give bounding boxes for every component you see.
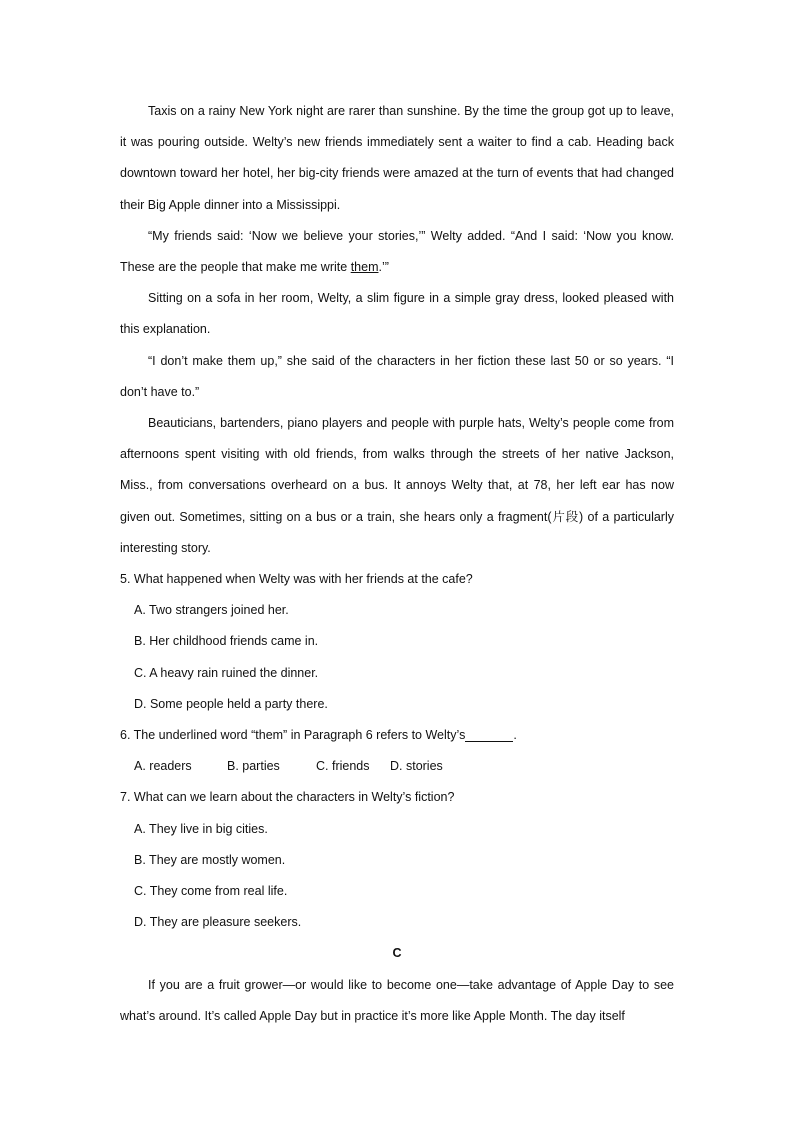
question-6-text: 6. The underlined word “them” in Paragraph 6 refers to Welty’s [120,728,466,743]
question-6-options [120,751,674,782]
question-6-option-b: B. parties [227,759,280,774]
paragraph-sitting: Sitting on a sofa in her room, Welty, a slim figure in a simple gray dress, looked pleased with this explanation. [120,291,674,337]
underlined-word: them [350,260,379,275]
question-7-option-c: C. They come from real life. [134,884,288,899]
answer-blank [465,729,513,743]
question-7-option-a: A. They live in big cities. [134,821,268,836]
section-heading-c: C [392,946,402,961]
question-6-option-c: C. friends [316,759,370,774]
question-7-option-b: B. They are mostly women. [134,852,286,867]
question-5-option-d: D. Some people held a party there. [134,696,328,711]
question-6-option-a: A. readers [134,759,192,774]
question-6-period: . [513,728,517,743]
question-5-option-c: C. A heavy rain ruined the dinner. [134,665,319,680]
document-page [120,96,674,1032]
paragraph-text: “My friends said: ‘Now we believe your stories,’” Welty added. “And I said: ‘Now you know. These are the people that make me write [120,228,674,275]
question-5-stem: 5. What happened when Welty was with her friends at the cafe? [120,572,473,587]
paragraph-dont-make: “I don’t make them up,” she said of the characters in her fiction these last 50 or so years. “I don’t have to.” [120,353,674,399]
question-7-option-d: D. They are pleasure seekers. [134,915,302,930]
question-6-option-d: D. stories [390,759,443,774]
paragraph-beauticians: Beauticians, bartenders, piano players and people with purple hats, Welty’s people come from afternoons spent visiting with old friends, from walks through the streets of her native Jackson, Miss., from conversations overheard on a bus. It annoys Welty that, at 78, her left ear has now given out. Sometimes, sitting on a bus or a train, she hears only a fragment(片段) of a particularly interesting story. [120,416,674,555]
question-6-stem [120,720,674,751]
question-5-option-b: B. Her childhood friends came in. [134,634,319,649]
question-5-option-a: A. Two strangers joined her. [134,603,289,618]
paragraph-fruit-grower: If you are a fruit grower—or would like to become one—take advantage of Apple Day to see what’s around. It’s called Apple Day but in practice it’s more like Apple Month. The day itself [120,977,674,1023]
paragraph-taxis: Taxis on a rainy New York night are rarer than sunshine. By the time the group got up to leave, it was pouring outside. Welty’s new friends immediately sent a waiter to find a cab. Heading back downtown toward her hotel, her big-city friends were amazed at the turn of events that had changed their Big Apple dinner into a Mississippi. [120,104,674,212]
question-7-stem: 7. What can we learn about the characters in Welty’s fiction? [120,790,455,805]
paragraph-my-friends [120,221,674,283]
paragraph-text: .’” [378,260,389,275]
